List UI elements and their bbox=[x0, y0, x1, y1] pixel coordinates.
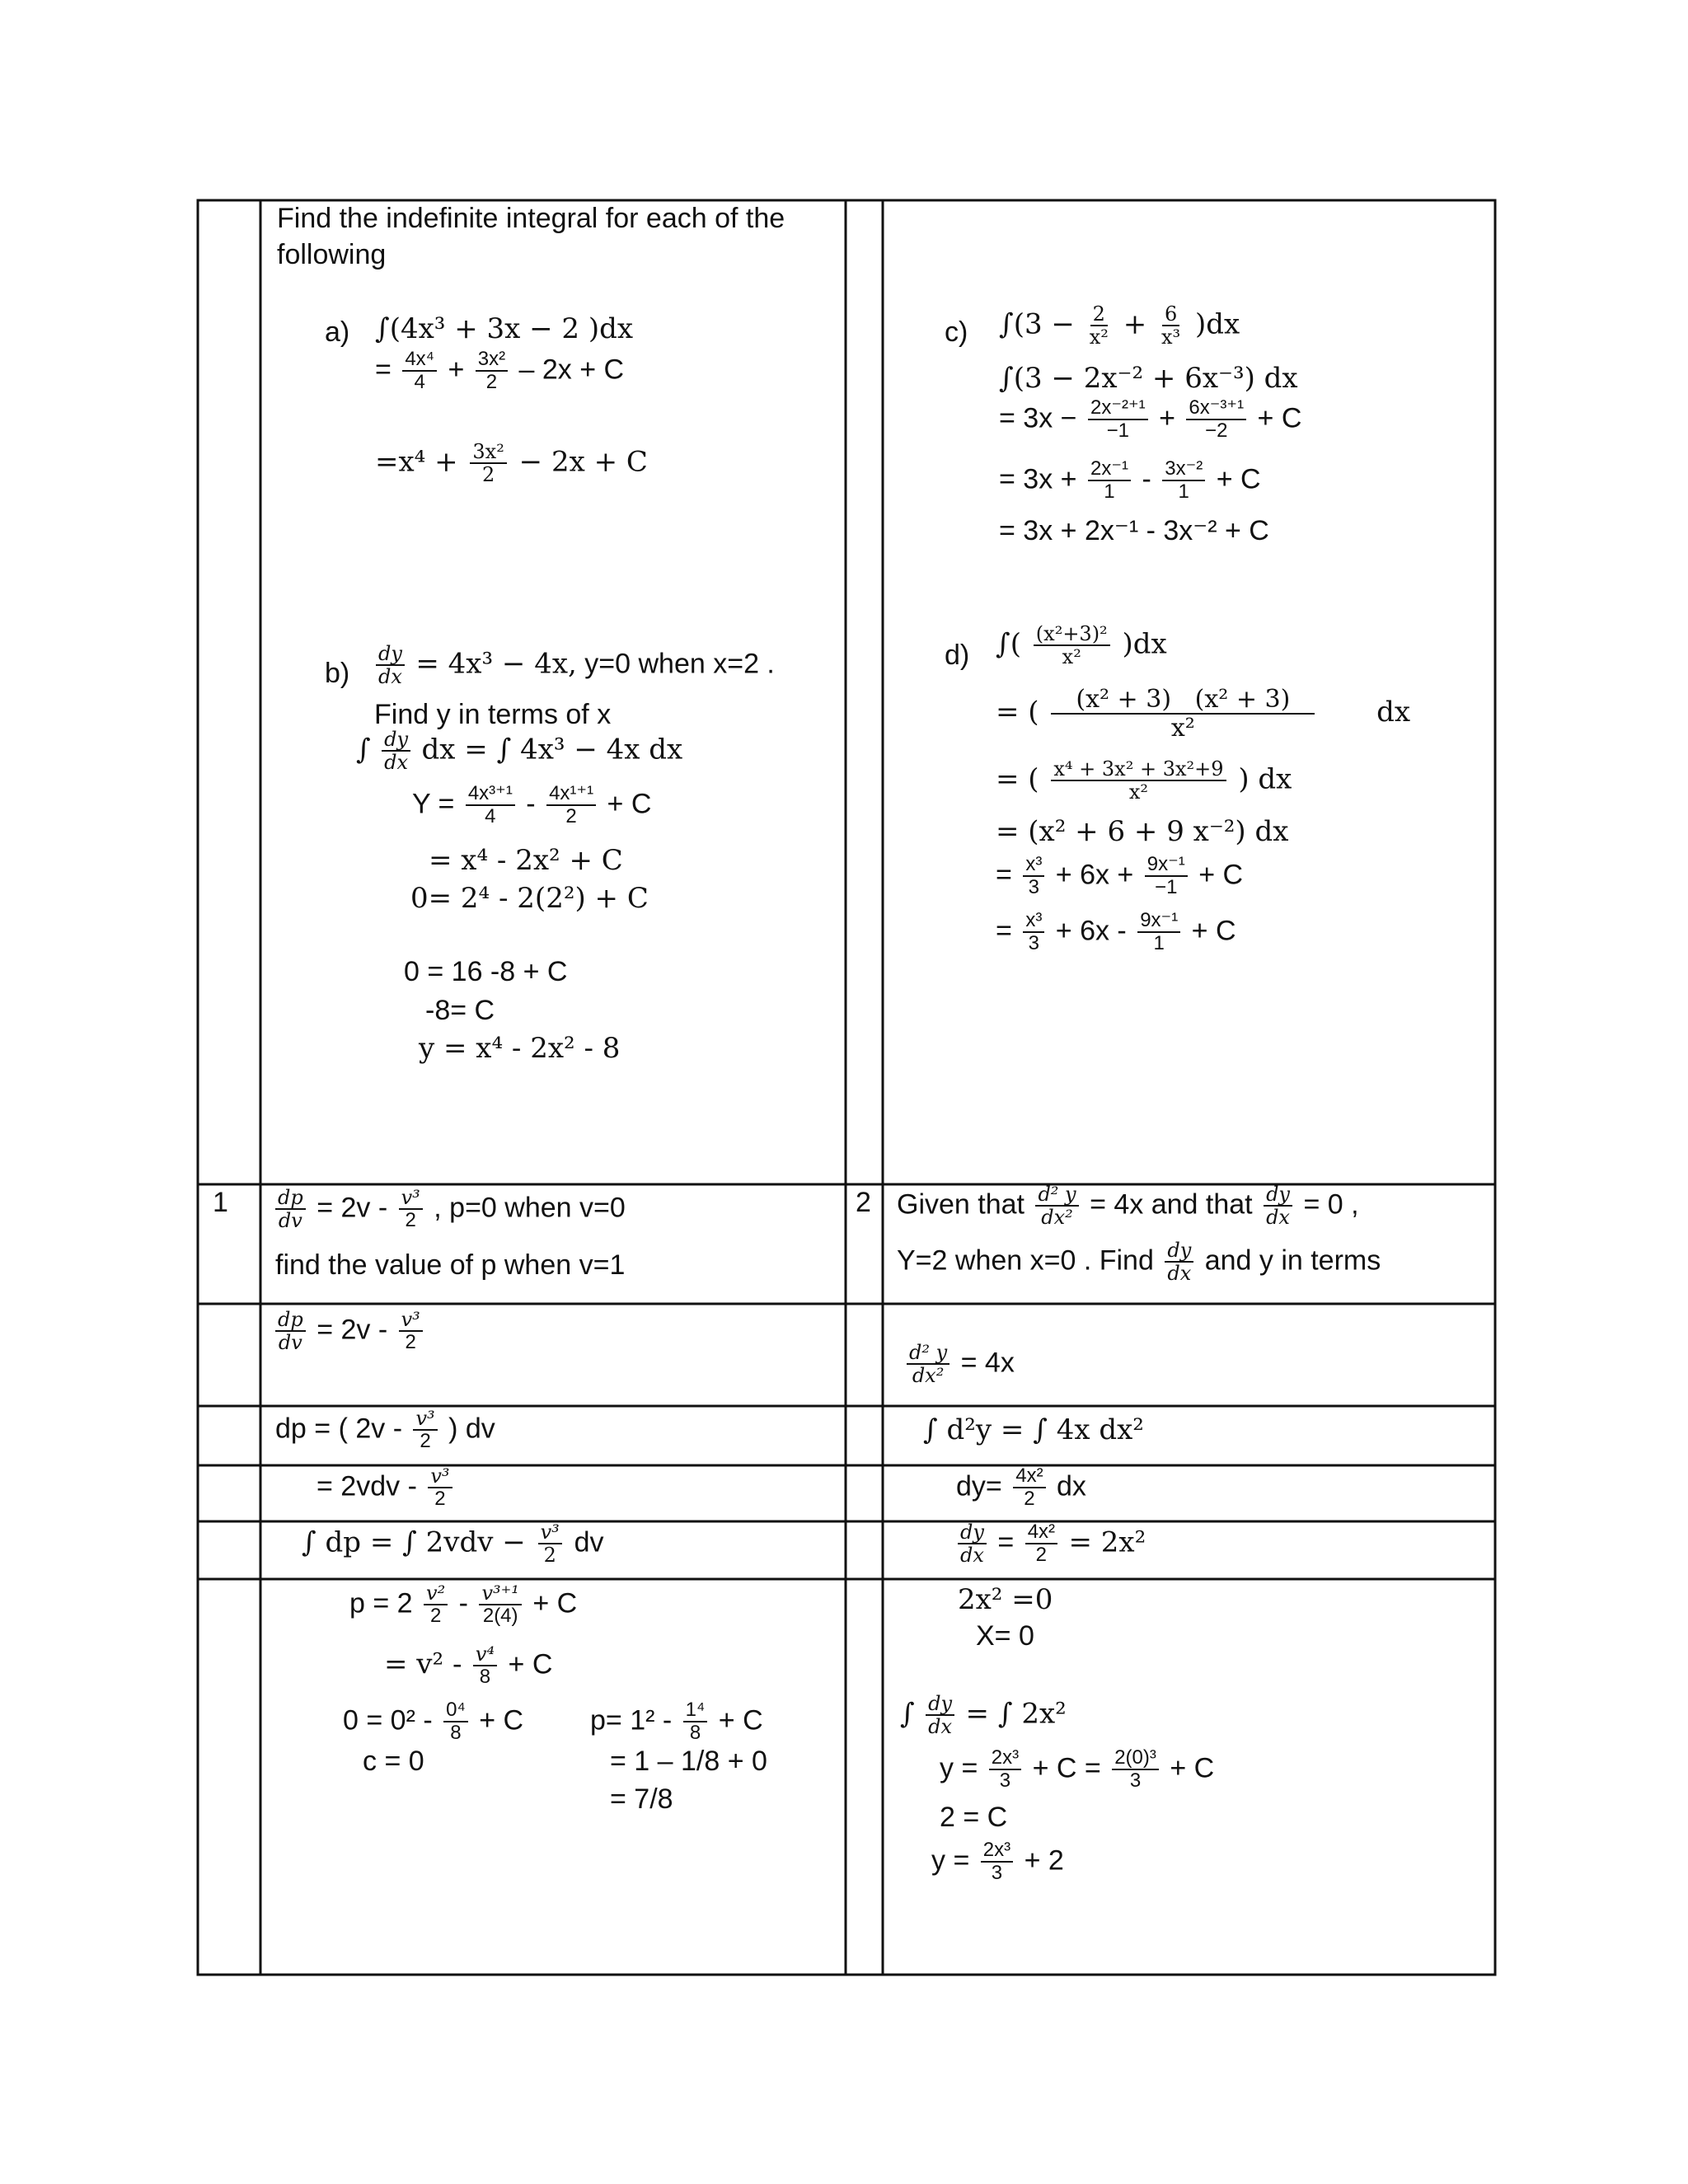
q1-step-5: p = 2 $\frac{\text{v²}}{2}$ - $\frac{\text{v³⁺¹}}{2(4)}$ + C bbox=[349, 1582, 578, 1628]
q1-result-1: p= 1² - $\frac{\text{1⁴}}{8}$ + C bbox=[590, 1699, 763, 1745]
instruction-line-2: following bbox=[277, 239, 387, 270]
fraction: $\frac{\text{d² y}}{\text{dx²}}$ bbox=[1035, 1183, 1078, 1229]
fraction: $\frac{\text{v³}}{2}$ bbox=[413, 1408, 437, 1453]
part-b-line-3: ∫ $\frac{dy}{dx}$ dx = ∫ 4x³ − 4x dx bbox=[356, 728, 683, 775]
fraction: $\frac{\text{v³}}{2}$ bbox=[538, 1521, 562, 1567]
fraction: $\frac{\text{4x³⁺¹}}{4}$ bbox=[466, 783, 515, 828]
part-b-label: b) bbox=[325, 658, 350, 689]
part-d-line-4: = (x² + 6 + 9 x⁻²) dx bbox=[996, 815, 1289, 848]
fraction: $\frac{\text{v⁴}}{8}$ bbox=[473, 1643, 497, 1689]
part-b-line-7: 0 = 16 -8 + C bbox=[404, 956, 568, 987]
fraction: $\frac{\text{x³}}{3}$ bbox=[1023, 854, 1044, 899]
part-c-line-4: = 3x + $\frac{\text{2x⁻¹}}{1}$ - $\frac{\text{3x⁻²}}{1}$ + C bbox=[999, 457, 1261, 504]
question-1-prompt: $\frac{dp}{dv}$ = 2v - $\frac{\text{v³}}{2}$ , p=0 when v=0 bbox=[272, 1187, 626, 1232]
question-1-task: find the value of p when v=1 bbox=[275, 1249, 626, 1281]
question-1-number: 1 bbox=[213, 1187, 228, 1218]
fraction: $\frac{\text{2x³}}{3}$ bbox=[981, 1840, 1013, 1885]
q2-final-answer: y = $\frac{\text{2x³}}{3}$ + 2 bbox=[931, 1839, 1064, 1885]
fraction: $\frac{\text{4x¹⁺¹}}{2}$ bbox=[546, 783, 596, 828]
q1-step-3: = 2vdv - $\frac{\text{v³}}{2}$ bbox=[316, 1465, 456, 1511]
fraction: $\frac{\text{v³}}{2}$ bbox=[399, 1309, 423, 1354]
fraction: $\frac{\text{9x⁻¹}}{1}$ bbox=[1137, 910, 1180, 955]
q2-step-5: 2x² =0 bbox=[958, 1583, 1053, 1616]
part-b-line-8: -8= C bbox=[425, 995, 495, 1026]
part-d-line-3: = ( $\frac{\text{x⁴ + 3x² + 3x²+9}}{\text{x²}}$ ) dx bbox=[996, 757, 1292, 804]
part-d-line-6: = $\frac{\text{x³}}{3}$ + 6x - $\frac{\text{9x⁻¹}}{1}$ + C bbox=[996, 909, 1236, 955]
part-c-line-1: ∫(3 − $\frac{2}{\text{x²}}$ + $\frac{6}{\text{x³}}$ )dx bbox=[999, 302, 1240, 349]
q2-step-4: $\frac{dy}{dx}$ = $\frac{\text{4x²}}{2}$ = 2x² bbox=[954, 1521, 1146, 1567]
part-d-line-1: ∫( $\frac{\text{(x²+3)²}}{\text{x²}}$ )dx bbox=[996, 622, 1167, 669]
part-d-line-2: = ( $\frac{\text{(x² + 3) (x² + 3)}}{\text{x²}}$ dx bbox=[996, 685, 1411, 743]
fraction: $\frac{\text{v²}}{2}$ bbox=[424, 1582, 448, 1628]
question-2-number: 2 bbox=[856, 1187, 871, 1218]
fraction: $\frac{\text{1⁴}}{8}$ bbox=[683, 1699, 708, 1745]
fraction: $\frac{\text{4x²}}{2}$ bbox=[1013, 1465, 1045, 1511]
q2-step-3: dy= $\frac{\text{4x²}}{2}$ dx bbox=[956, 1465, 1086, 1511]
fraction: $\frac{\text{d² y}}{\text{dx²}}$ bbox=[907, 1342, 950, 1387]
fraction: $\frac{\text{0⁴}}{8}$ bbox=[443, 1699, 468, 1745]
fraction: $\frac{\text{3x²}}{2}$ bbox=[470, 441, 506, 486]
q2-step-2: ∫ d²y = ∫ 4x dx² bbox=[923, 1413, 1144, 1446]
part-a-step-2: =x⁴ + $\frac{\text{3x²}}{2}$ − 2x + C bbox=[375, 440, 648, 487]
part-c-line-3: = 3x − $\frac{\text{2x⁻²⁺¹}}{-1}$ + $\frac{\text{6x⁻³⁺¹}}{-2}$ + C bbox=[999, 396, 1302, 443]
q2-step-6: X= 0 bbox=[976, 1620, 1034, 1652]
fraction: $\frac{\text{2x³}}{3}$ bbox=[989, 1747, 1021, 1793]
part-c-line-2: ∫(3 − 2x⁻² + 6x⁻³) dx bbox=[999, 362, 1298, 395]
fraction: $\frac{\text{v³}}{2}$ bbox=[428, 1465, 452, 1511]
fraction: $\frac{dy}{dx}$ bbox=[926, 1693, 954, 1738]
q2-step-9: 2 = C bbox=[940, 1802, 1008, 1833]
fraction: $\frac{\text{6x⁻³⁺¹}}{-2}$ bbox=[1186, 397, 1246, 443]
fraction: $\frac{\text{(x² + 3) (x² + 3)}}{\text{x²}}$ bbox=[1051, 686, 1315, 742]
fraction: $\frac{dy}{dx}$ bbox=[1165, 1240, 1193, 1285]
fraction: $\frac{\text{2x⁻¹}}{1}$ bbox=[1088, 458, 1131, 504]
q1-result-2: = 1 – 1/8 + 0 bbox=[610, 1746, 767, 1777]
part-c-label: c) bbox=[945, 316, 968, 348]
part-b-line-1: $\frac{dy}{dx}$ = 4x³ − 4x, y=0 when x=2 . bbox=[373, 643, 775, 688]
fraction: $\frac{\text{x³}}{3}$ bbox=[1023, 910, 1044, 955]
fraction: $\frac{\text{4x²}}{2}$ bbox=[1025, 1521, 1057, 1567]
instruction-line-1: Find the indefinite integral for each of the bbox=[277, 203, 785, 234]
q1-step-2: dp = ( 2v - $\frac{\text{v³}}{2}$ ) dv bbox=[275, 1407, 495, 1453]
fraction: $\frac{\text{2x⁻²⁺¹}}{-1}$ bbox=[1088, 397, 1148, 443]
q1-step-8: c = 0 bbox=[363, 1746, 424, 1777]
part-b-line-6: 0= 2⁴ - 2(2²) + C bbox=[410, 882, 649, 915]
fraction: $\frac{\text{9x⁻¹}}{-1}$ bbox=[1145, 854, 1188, 899]
q2-step-1: $\frac{\text{d² y}}{\text{dx²}}$ = 4x bbox=[903, 1342, 1015, 1387]
q2-step-7: ∫ $\frac{dy}{dx}$ = ∫ 2x² bbox=[900, 1692, 1067, 1739]
fraction: $\frac{dy}{dx}$ bbox=[958, 1521, 987, 1567]
fraction: $\frac{\text{3x²}}{2}$ bbox=[476, 349, 508, 394]
q1-step-4: ∫ dp = ∫ 2vdv − $\frac{\text{v³}}{2}$ dv bbox=[302, 1521, 604, 1568]
part-d-label: d) bbox=[945, 640, 970, 671]
part-c-answer: = 3x + 2x⁻¹ - 3x⁻² + C bbox=[999, 515, 1269, 546]
part-b-line-4: Y = $\frac{\text{4x³⁺¹}}{4}$ - $\frac{\text{4x¹⁺¹}}{2}$ + C bbox=[412, 782, 652, 828]
q2-step-8: y = $\frac{\text{2x³}}{3}$ + C = $\frac{\text{2(0)³}}{3}$ + C bbox=[940, 1746, 1215, 1793]
fraction: $\frac{dp}{dv}$ bbox=[275, 1187, 306, 1232]
fraction: $\frac{2}{\text{x²}}$ bbox=[1089, 302, 1109, 349]
q1-step-6: = v² - $\frac{\text{v⁴}}{8}$ + C bbox=[384, 1643, 553, 1689]
fraction: $\frac{\text{x⁴ + 3x² + 3x²+9}}{\text{x²}}$ bbox=[1051, 758, 1226, 804]
question-2-prompt: Given that $\frac{\text{d² y}}{\text{dx²}}$ = 4x and that $\frac{dy}{dx}$ = 0 , bbox=[897, 1183, 1359, 1230]
fraction: $\frac{\text{4x⁴}}{4}$ bbox=[402, 349, 437, 394]
fraction: $\frac{\text{(x²+3)²}}{\text{x²}}$ bbox=[1034, 623, 1110, 668]
part-d-line-5: = $\frac{\text{x³}}{3}$ + 6x + $\frac{\text{9x⁻¹}}{-1}$ + C bbox=[996, 853, 1244, 899]
fraction: $\frac{\text{v³⁺¹}}{2(4)}$ bbox=[479, 1582, 521, 1628]
fraction: $\frac{6}{\text{x³}}$ bbox=[1161, 302, 1181, 349]
fraction: $\frac{dy}{dx}$ bbox=[382, 729, 410, 774]
part-b-line-2: Find y in terms of x bbox=[374, 699, 612, 730]
fraction: $\frac{dy}{dx}$ bbox=[376, 643, 405, 688]
part-a-integral: ∫(4x³ + 3x − 2 )dx bbox=[375, 312, 634, 345]
fraction: $\frac{dp}{dv}$ bbox=[275, 1309, 306, 1354]
q1-step-1: $\frac{dp}{dv}$ = 2v - $\frac{\text{v³}}{2}$ bbox=[272, 1309, 426, 1354]
q1-final-answer: = 7/8 bbox=[610, 1783, 673, 1815]
fraction: $\frac{dy}{dx}$ bbox=[1264, 1183, 1292, 1229]
part-a-label: a) bbox=[325, 316, 350, 348]
question-2-task: Y=2 when x=0 . Find $\frac{dy}{dx}$ and y in terms bbox=[897, 1239, 1381, 1286]
fraction: $\frac{\text{2(0)³}}{3}$ bbox=[1112, 1747, 1159, 1793]
q1-step-7: 0 = 0² - $\frac{\text{0⁴}}{8}$ + C bbox=[343, 1699, 524, 1745]
part-a-step-1: = $\frac{\text{4x⁴}}{4}$ + $\frac{\text{3x²}}{2}$ – 2x + C bbox=[375, 348, 625, 394]
part-b-answer: y = x⁴ - 2x² - 8 bbox=[419, 1032, 621, 1065]
fraction: $\frac{\text{v³}}{2}$ bbox=[399, 1187, 423, 1232]
part-b-line-5: = x⁴ - 2x² + C bbox=[429, 844, 623, 877]
fraction: $\frac{\text{3x⁻²}}{1}$ bbox=[1162, 458, 1205, 504]
